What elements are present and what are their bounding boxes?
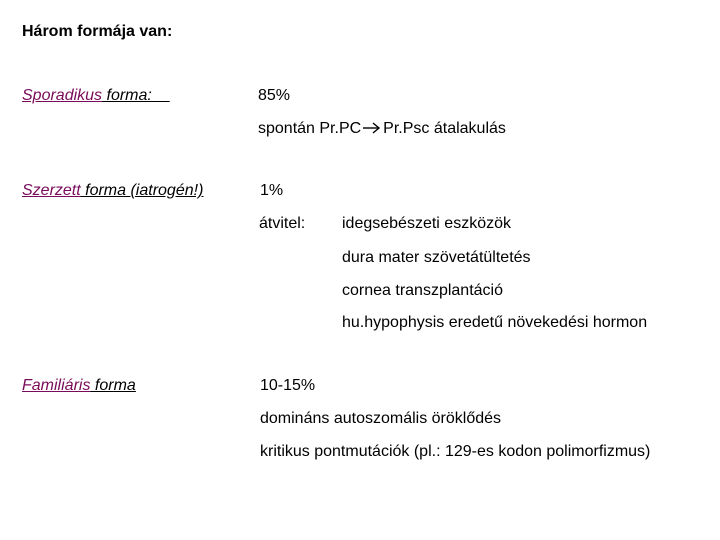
transmission-label: átvitel: (259, 215, 306, 232)
page-title: Három formája van: (22, 23, 173, 40)
acquired-item: cornea transzplantáció (342, 282, 503, 299)
familial-label-rest: forma (90, 377, 136, 394)
familial-form-label (22, 376, 136, 396)
sporadic-desc-right: Pr.Psc átalakulás (383, 120, 506, 137)
sporadic-label-accent: Sporadikus (22, 87, 103, 104)
acquired-label-rest: forma (iatrogén!) (80, 182, 204, 199)
acquired-form-label (22, 181, 203, 201)
familial-percent: 10-15% (260, 377, 316, 394)
familial-item: kritikus pontmutációk (pl.: 129-es kodon polimorfizmus) (260, 443, 651, 460)
sporadic-form-label (22, 86, 170, 106)
familial-item: domináns autoszomális öröklődés (260, 410, 502, 427)
acquired-item: hu.hypophysis eredetű növekedési hormon (342, 314, 648, 331)
sporadic-percent: 85% (258, 87, 291, 104)
sporadic-desc-left: spontán Pr.PC (258, 120, 362, 137)
acquired-percent: 1% (260, 182, 284, 199)
familial-label-accent: Familiáris (22, 377, 91, 394)
sporadic-label-rest: forma: (102, 87, 152, 104)
sporadic-description (258, 119, 506, 139)
acquired-label-accent: Szerzett (22, 182, 81, 199)
right-arrow-icon (362, 121, 382, 135)
acquired-item: dura mater szövetátültetés (342, 249, 531, 266)
acquired-item: idegsebészeti eszközök (342, 215, 511, 232)
